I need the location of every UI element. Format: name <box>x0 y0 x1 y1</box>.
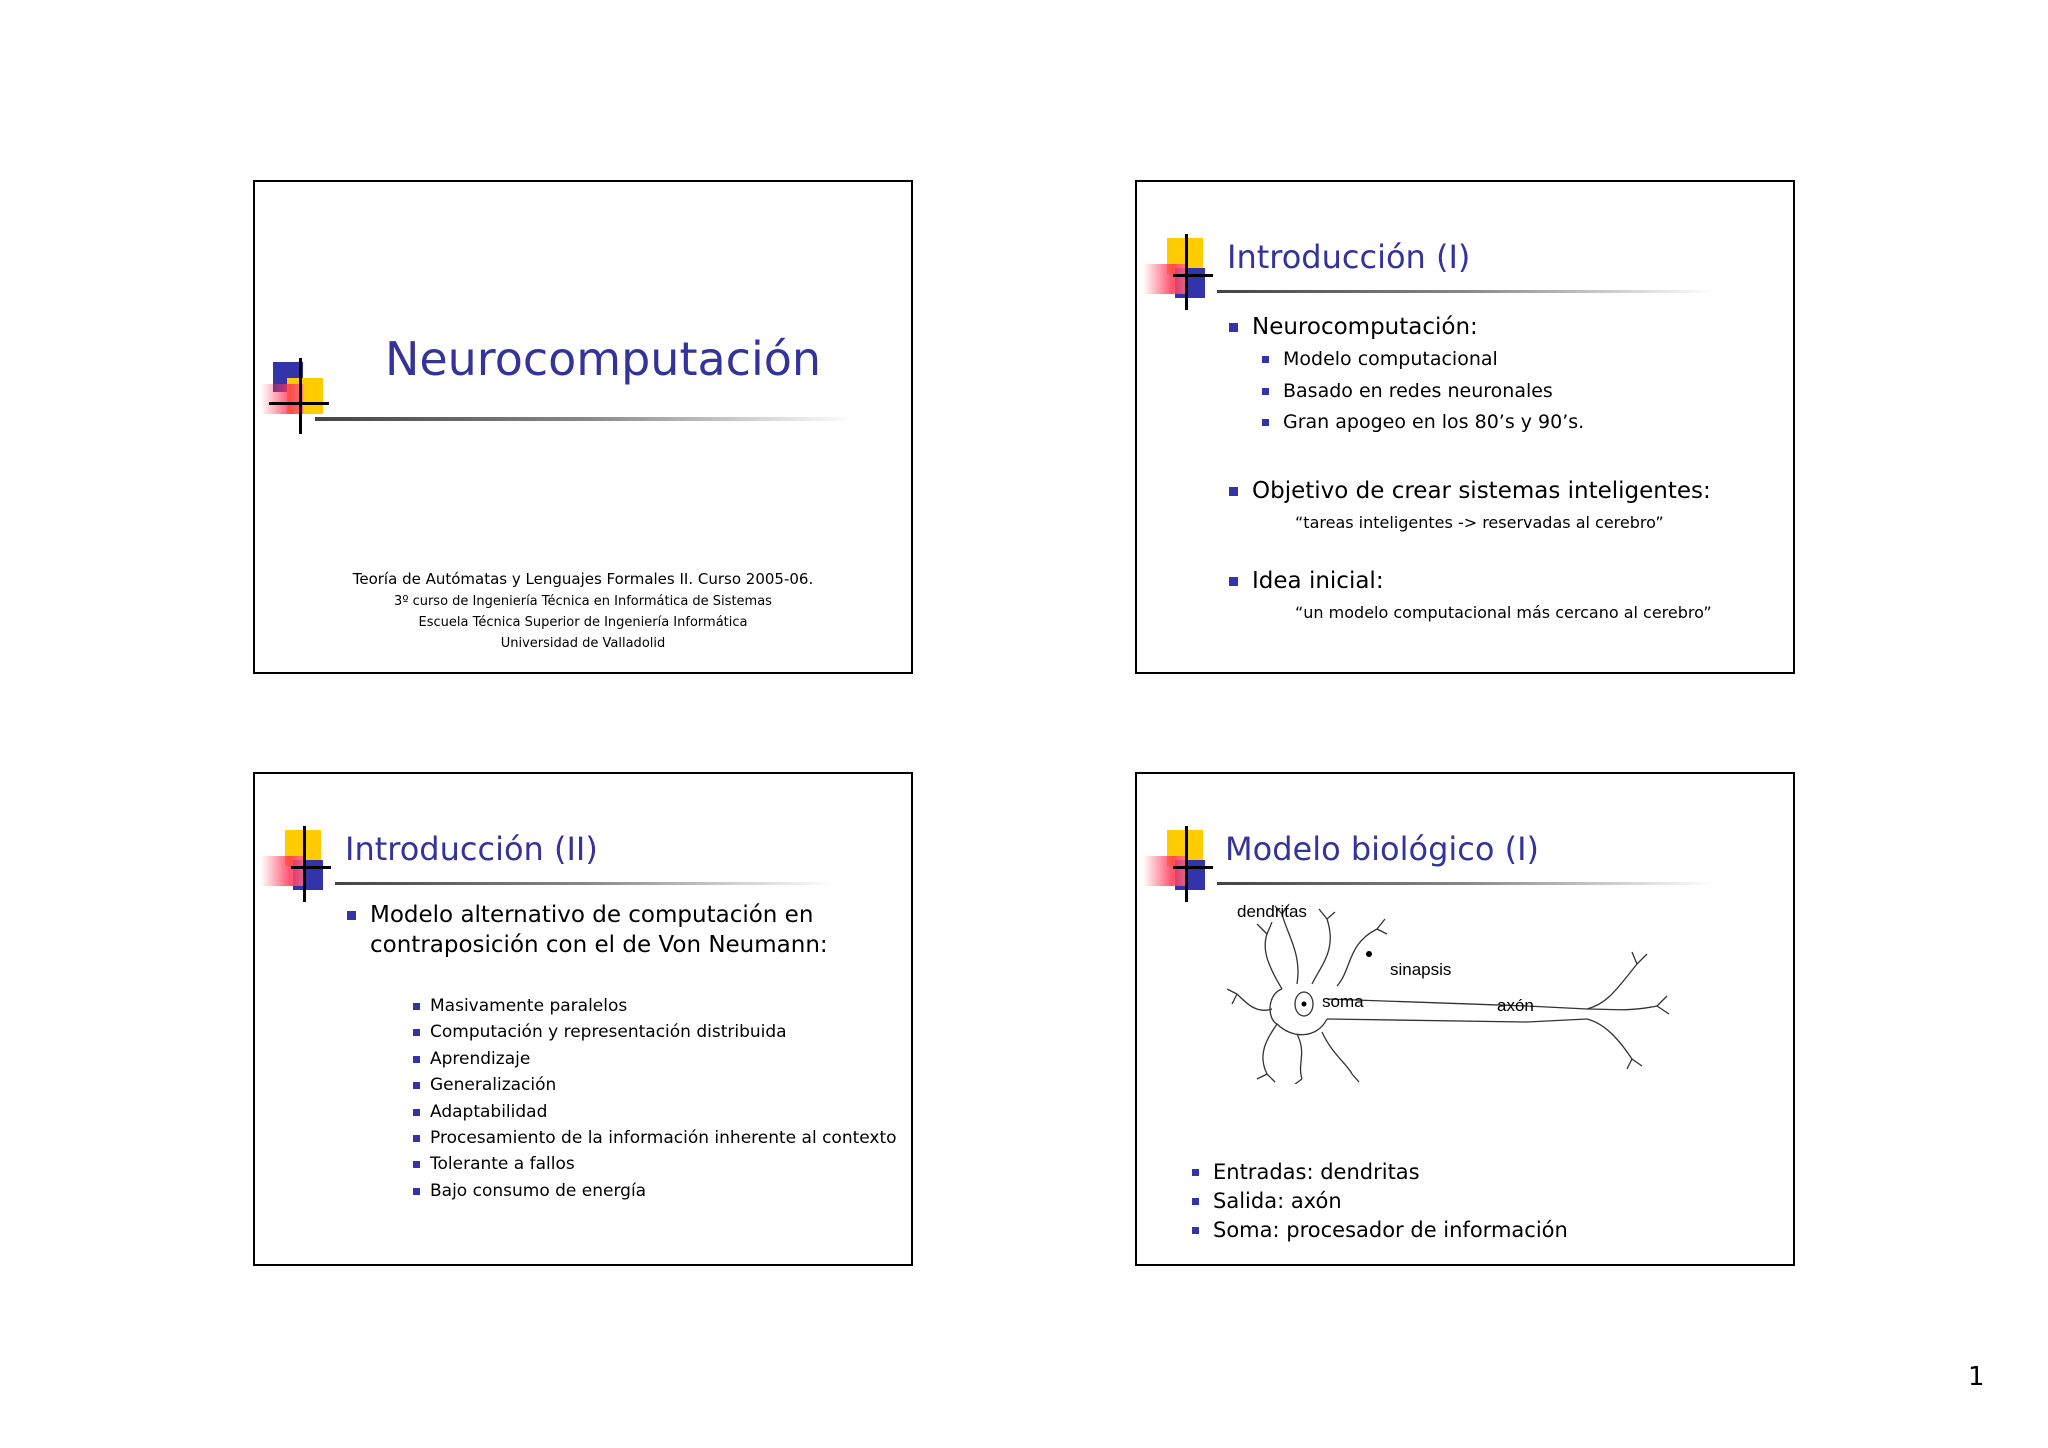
bullet-icon <box>1262 388 1269 395</box>
list-item: Objetivo de crear sistemas inteligentes: <box>1229 478 1711 504</box>
label-dendritas: dendritas <box>1237 902 1307 921</box>
bullet-icon <box>1229 577 1238 586</box>
slide-title: Modelo biológico (I) <box>1225 830 1540 868</box>
neuron-diagram <box>1227 894 1687 1084</box>
bullet-icon <box>1192 1227 1199 1234</box>
list-item: Gran apogeo en los 80’s y 90’s. <box>1262 411 1584 433</box>
slide-2 <box>1135 180 1795 674</box>
list-item: Aprendizaje <box>413 1049 530 1069</box>
slide-4 <box>1135 772 1795 1266</box>
list-item-continuation: contraposición con el de Von Neumann: <box>370 932 828 958</box>
label-axon: axón <box>1497 996 1534 1015</box>
bullet-icon <box>1229 323 1238 332</box>
bullet-icon <box>1262 356 1269 363</box>
slide-3 <box>253 772 913 1266</box>
slide-title: Neurocomputación <box>384 332 822 386</box>
list-item: Soma: procesador de información <box>1192 1218 1568 1242</box>
list-item: Adaptabilidad <box>413 1102 547 1122</box>
list-item: Computación y representación distribuida <box>413 1022 787 1042</box>
quote: “tareas inteligentes -> reservadas al cerebro” <box>1295 513 1664 532</box>
list-item: Tolerante a fallos <box>413 1154 575 1174</box>
bullet-icon <box>413 1188 420 1195</box>
bullet-icon <box>413 1161 420 1168</box>
slide-1 <box>253 180 913 674</box>
list-item: Neurocomputación: <box>1229 314 1478 340</box>
bullet-icon <box>1192 1198 1199 1205</box>
bullet-icon <box>413 1135 420 1142</box>
slide-title: Introducción (II) <box>345 830 598 868</box>
quote: “un modelo computacional más cercano al cerebro” <box>1295 603 1712 622</box>
footer-school: Escuela Técnica Superior de Ingeniería Informática <box>418 615 748 630</box>
title-rule <box>335 882 835 885</box>
title-rule <box>315 417 855 421</box>
list-item: Procesamiento de la información inherente al contexto <box>413 1128 897 1148</box>
decorative-squares-icon <box>1143 826 1213 906</box>
bullet-icon <box>413 1056 420 1063</box>
list-item: Idea inicial: <box>1229 568 1384 594</box>
bullet-icon <box>1262 419 1269 426</box>
list-item: Masivamente paralelos <box>413 996 627 1016</box>
title-rule <box>1217 882 1717 885</box>
list-item: Generalización <box>413 1075 556 1095</box>
footer-degree: 3º curso de Ingeniería Técnica en Informática de Sistemas <box>394 594 772 609</box>
title-rule <box>1217 290 1717 293</box>
label-sinapsis: sinapsis <box>1390 960 1452 979</box>
bullet-icon <box>413 1082 420 1089</box>
bullet-icon <box>1229 487 1238 496</box>
bullet-icon <box>413 1003 420 1010</box>
bullet-icon <box>1192 1169 1199 1176</box>
bullet-icon <box>413 1109 420 1116</box>
footer-university: Universidad de Valladolid <box>500 636 666 651</box>
list-item: Salida: axón <box>1192 1189 1342 1213</box>
decorative-squares-icon <box>1143 234 1213 314</box>
list-item: Entradas: dendritas <box>1192 1160 1420 1184</box>
list-item: Modelo alternativo de computación en <box>347 902 813 928</box>
bullet-icon <box>413 1029 420 1036</box>
list-item: Bajo consumo de energía <box>413 1181 646 1201</box>
bullet-icon <box>347 911 356 920</box>
decorative-squares-icon <box>261 826 331 906</box>
list-item: Basado en redes neuronales <box>1262 380 1553 402</box>
page-number: 1 <box>1968 1362 1985 1392</box>
list-item: Modelo computacional <box>1262 348 1498 370</box>
label-soma: soma <box>1322 992 1364 1011</box>
footer-course: Teoría de Autómatas y Lenguajes Formales II. Curso 2005-06. <box>352 570 814 588</box>
slide-title: Introducción (I) <box>1227 238 1471 276</box>
